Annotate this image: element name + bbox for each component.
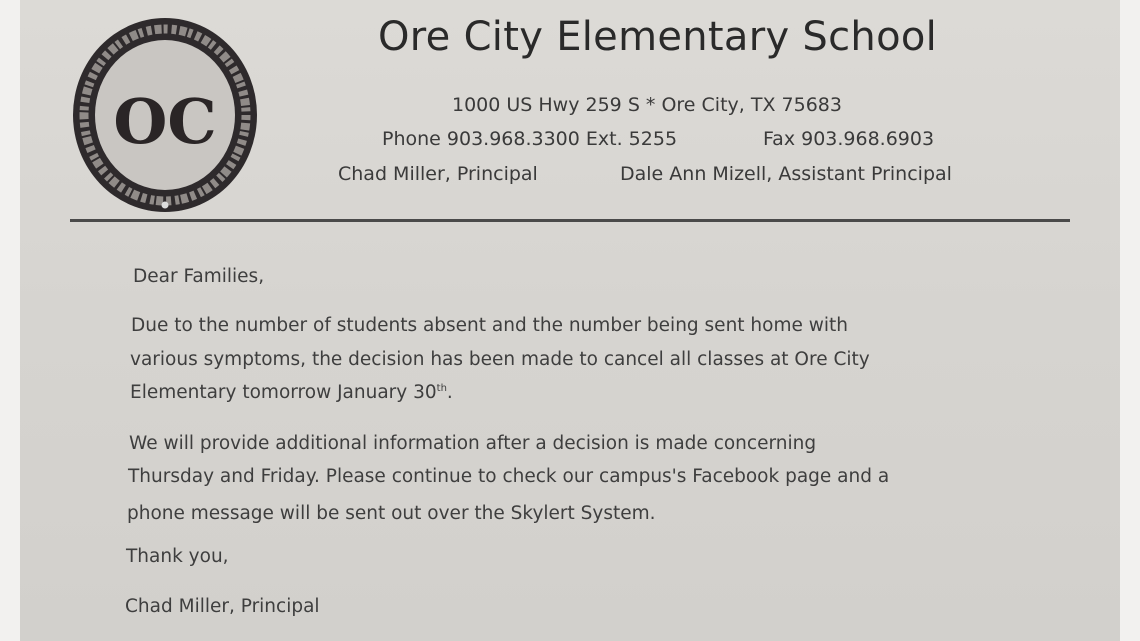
paragraph-2-line-1: We will provide additional information after a decision is made concerning	[129, 433, 817, 454]
school-district-seal-logo	[70, 15, 260, 215]
school-address: 1000 US Hwy 259 S * Ore City, TX 75683	[452, 94, 842, 116]
school-phone: Phone 903.968.3300 Ext. 5255	[382, 128, 678, 150]
paragraph-2-line-3: phone message will be sent out over the Skylert System.	[127, 503, 656, 524]
seal-monogram: OC	[113, 85, 217, 158]
paragraph-2-line-2: Thursday and Friday. Please continue to check our campus's Facebook page and a	[128, 466, 890, 487]
letterhead-divider	[70, 219, 1070, 222]
period: .	[446, 382, 453, 403]
principal-name: Chad Miller, Principal	[338, 163, 538, 185]
school-name: Ore City Elementary School	[378, 14, 938, 60]
date-suffix: th	[436, 382, 447, 394]
signature: Chad Miller, Principal	[125, 596, 320, 617]
closing: Thank you,	[126, 546, 229, 567]
school-fax: Fax 903.968.6903	[763, 128, 935, 150]
paragraph-1-line-3	[130, 382, 453, 404]
salutation: Dear Families,	[133, 266, 265, 287]
paragraph-1-line-2: various symptoms, the decision has been made to cancel all classes at Ore City	[130, 349, 870, 370]
paragraph-1-line-1: Due to the number of students absent and the number being sent home with	[131, 315, 849, 336]
date-text: Elementary tomorrow January 30	[130, 382, 437, 403]
assistant-principal-name: Dale Ann Mizell, Assistant Principal	[620, 163, 952, 185]
